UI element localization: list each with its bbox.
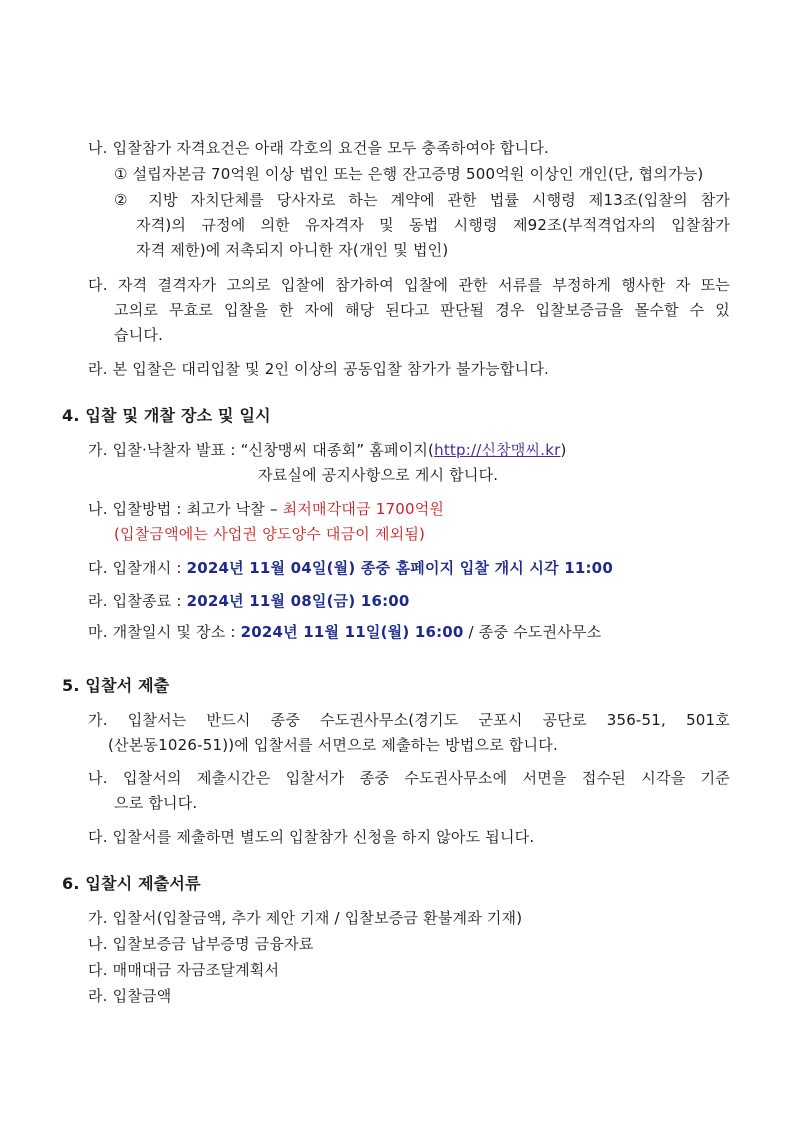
sec6-ra: 라. 입찰금액 [88,987,172,1005]
sec3-item2-line1: ② 지방 자치단체를 당사자로 하는 계약에 관한 법률 시행령 제13조(입찰의 참가 [114,191,730,209]
homepage-link[interactable]: http://신창맹씨.kr [434,441,561,459]
sec4-ga-line1 [88,438,567,462]
sec4-da-prefix: 다. 입찰개시 : [88,559,187,577]
sec3-item1: ① 설립자본금 70억원 이상 법인 또는 은행 잔고증명 500억원 이상인 개인(단, 협의가능) [114,165,704,183]
sec6-title: 6. 입찰시 제출서류 [62,874,201,893]
sec6-na: 나. 입찰보증금 납부증명 금융자료 [88,935,314,953]
sec4-na-note: (입찰금액에는 사업권 양도양수 대금이 제외됨) [114,525,426,543]
sec4-ma-prefix: 마. 개찰일시 및 장소 : [88,623,241,641]
sec5-na-line2: 으로 합니다. [114,794,198,812]
sec5-ga-line2: (산본동1026-51))에 입찰서를 서면으로 제출하는 방법으로 합니다. [108,736,558,754]
sec3-da-line2: 고의로 무효로 입찰을 한 자에 해당 된다고 판단될 경우 입찰보증금을 몰수할 수 있 [114,301,730,319]
minimum-price: 최저매각대금 1700억원 [282,500,445,518]
sec5-title: 5. 입찰서 제출 [62,676,170,695]
sec4-na-prefix: 나. 입찰방법 : 최고가 낙찰 – [88,500,283,518]
sec3-item2-line3: 자격 제한)에 저촉되지 아니한 자(개인 및 법인) [136,241,449,259]
sec4-ma-suffix: / 종중 수도권사무소 [463,623,602,641]
sec6-da: 다. 매매대금 자금조달계획서 [88,961,280,979]
sec3-da-line1: 다. 자격 결격자가 고의로 입찰에 참가하여 입찰에 관한 서류를 부정하게 행사한 자 또는 [88,276,730,294]
sec4-ga-line2: 자료실에 공지사항으로 게시 합니다. [258,466,499,484]
sec3-da-line3: 습니다. [114,326,164,344]
sec4-ra [88,589,410,613]
opening-date: 2024년 11월 11일(월) 16:00 [240,623,464,641]
bid-end-date: 2024년 11월 08일(금) 16:00 [186,592,410,610]
sec4-ga-prefix: 가. 입찰·낙찰자 발표 : “신창맹씨 대종회” 홈페이지( [88,441,435,459]
sec5-ga-line1: 가. 입찰서는 반드시 종중 수도권사무소(경기도 군포시 공단로 356-51, 501호 [88,711,730,729]
sec4-da [88,556,613,580]
sec6-ga: 가. 입찰서(입찰금액, 추가 제안 기재 / 입찰보증금 환불계좌 기재) [88,909,523,927]
sec3-ra: 라. 본 입찰은 대리입찰 및 2인 이상의 공동입찰 참가가 불가능합니다. [88,360,550,378]
sec4-ga-suffix: ) [560,441,567,459]
sec4-title: 4. 입찰 및 개찰 장소 및 일시 [62,406,271,425]
sec5-da: 다. 입찰서를 제출하면 별도의 입찰참가 신청을 하지 않아도 됩니다. [88,828,535,846]
sec4-na-line1 [88,497,444,521]
bid-start-date: 2024년 11월 04일(월) 종중 홈페이지 입찰 개시 시각 11:00 [186,559,613,577]
sec3-item2-line2: 자격)의 규정에 의한 유자격자 및 동법 시행령 제92조(부적격업자의 입찰참가 [136,216,730,234]
sec5-na-line1: 나. 입찰서의 제출시간은 입찰서가 종중 수도권사무소에 서면을 접수된 시각을 기준 [88,769,730,787]
sec3-na: 나. 입찰참가 자격요건은 아래 각호의 요건을 모두 충족하여야 합니다. [88,139,550,157]
sec4-ma [88,620,601,644]
sec4-ra-prefix: 라. 입찰종료 : [88,592,187,610]
